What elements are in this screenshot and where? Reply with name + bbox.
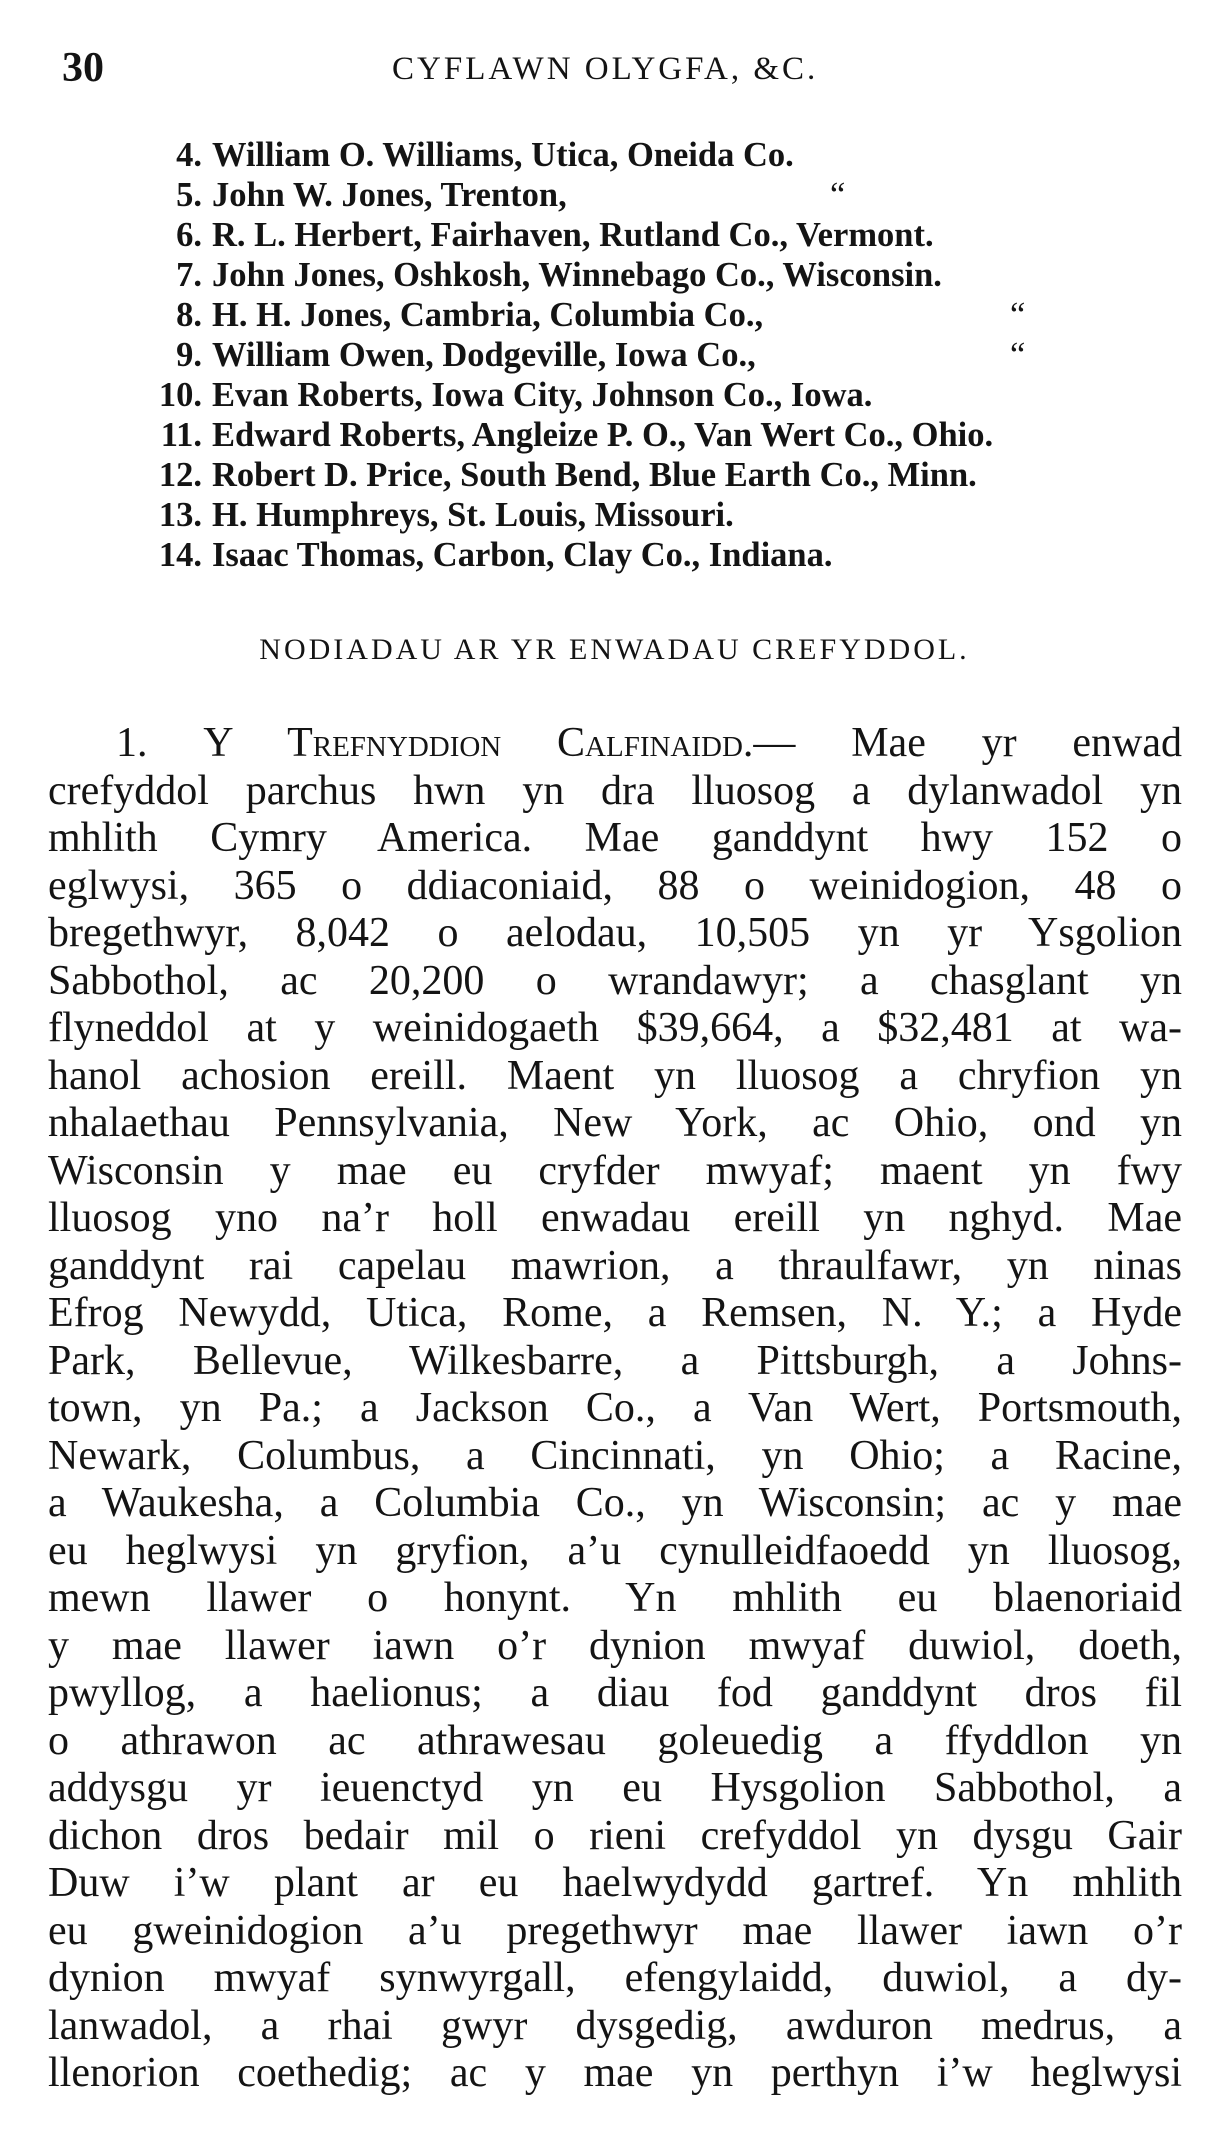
ditto-mark: “ [1010,296,1026,334]
list-item-number: 5. [176,176,202,214]
list-item [140,335,1200,375]
body-line: Newark, Columbus, a Cincinnati, yn Ohio; a Racine, [48,1432,1182,1479]
lead-title: Y Trefnyddion Calfinaidd. [203,720,754,766]
list-item-text: John W. Jones, Trenton, [212,176,567,214]
body-line: nhalaethau Pennsylvania, New York, ac Ohio, ond yn [48,1100,1182,1146]
list-item-number: 14. [158,536,202,574]
ditto-mark: “ [1010,336,1026,374]
body-line: lluosog yno na’r holl enwadau ereill yn nghyd. Mae [48,1195,1182,1241]
body-line: addysgu yr ieuenctyd yn eu Hysgolion Sabbothol, a [48,1765,1182,1811]
list-item [140,375,1200,415]
body-line: eu heglwysi yn gryfion, a’u cynulleidfaoedd yn lluosog, [48,1527,1182,1574]
list-item [140,135,1200,175]
list-item [140,175,1200,215]
list-item-number: 7. [176,256,202,294]
list-item-text: H. H. Jones, Cambria, Columbia Co., [212,296,764,334]
list-item [140,295,1200,335]
body-line: Duw i’w plant ar eu haelwydydd gartref. Yn mhlith [48,1860,1182,1906]
body-line: dichon dros bedair mil o rieni crefyddol yn dysgu Gair [48,1812,1182,1859]
list-item-text: John Jones, Oshkosh, Winnebago Co., Wisconsin. [212,256,942,294]
body-line: y mae llawer iawn o’r dynion mwyaf duwiol, doeth, [48,1622,1182,1669]
list-item-text: William Owen, Dodgeville, Iowa Co., [212,336,756,374]
body-line: Wisconsin y mae eu cryfder mwyaf; maent yn fwy [48,1147,1182,1194]
list-item [140,535,1200,575]
body-paragraph [48,720,1182,2098]
list-item [140,455,1200,495]
list-item-text: William O. Williams, Utica, Oneida Co. [212,136,794,174]
running-head [62,38,1182,98]
lead-number: 1. [116,720,148,766]
body-line [48,720,1182,768]
list-item [140,495,1200,535]
list-item-text: H. Humphreys, St. Louis, Missouri. [212,496,734,534]
body-line: ganddynt rai capelau mawrion, a thraulfawr, yn ninas [48,1242,1182,1289]
body-line: lanwadol, a rhai gwyr dysgedig, awduron medrus, a [48,2002,1182,2049]
body-line: mhlith Cymry America. Mae ganddynt hwy 152 o [48,815,1182,861]
body-line: mewn llawer o honynt. Yn mhlith eu blaenoriaid [48,1575,1182,1621]
body-line: dynion mwyaf synwyrgall, efengylaidd, duwiol, a dy- [48,1955,1182,2001]
body-line: o athrawon ac athrawesau goleuedig a ffyddlon yn [48,1717,1182,1764]
list-item-text: Evan Roberts, Iowa City, Johnson Co., Iowa. [212,376,873,414]
list-item-number: 4. [176,136,202,174]
list-item [140,415,1200,455]
body-line: Park, Bellevue, Wilkesbarre, a Pittsburgh, a Johns- [48,1337,1182,1384]
list-item-number: 12. [158,456,202,494]
body-line: bregethwyr, 8,042 o aelodau, 10,505 yn yr Ysgolion [48,910,1182,956]
body-line: llenorion coethedig; ac y mae yn perthyn i’w heglwysi [48,2050,1182,2096]
body-line: crefyddol parchus hwn yn dra lluosog a dylanwadol yn [48,767,1182,814]
list-item-number: 6. [176,216,202,254]
list-item-number: 13. [158,496,202,534]
body-line: eglwysi, 365 o ddiaconiaid, 88 o weinidogion, 48 o [48,862,1182,909]
list-item-number: 11. [160,416,202,454]
page-number: 30 [62,45,104,91]
list-item [140,215,1200,255]
section-heading: NODIADAU AR YR ENWADAU CREFYDDOL. [259,633,970,666]
list-item-number: 9. [176,336,202,374]
body-line: Sabbothol, ac 20,200 o wrandawyr; a chasglant yn [48,957,1182,1004]
list-item [140,255,1200,295]
list-item-number: 8. [176,296,202,334]
body-line: flyneddol at y weinidogaeth $39,664, a $32,481 at wa- [48,1005,1182,1051]
list-item-text: Robert D. Price, South Bend, Blue Earth Co., Minn. [212,456,977,494]
list-item-text: Isaac Thomas, Carbon, Clay Co., Indiana. [212,536,833,574]
body-line: pwyllog, a haelionus; a diau fod ganddynt dros fil [48,1670,1182,1716]
list-item-number: 10. [158,376,202,414]
body-line: Efrog Newydd, Utica, Rome, a Remsen, N. Y.; a Hyde [48,1290,1182,1336]
body-line: a Waukesha, a Columbia Co., yn Wisconsin; ac y mae [48,1480,1182,1526]
contact-list [140,135,1200,575]
list-item-text: Edward Roberts, Angleize P. O., Van Wert Co., Ohio. [212,416,994,454]
body-line-text: — Mae yr enwad [753,720,1182,766]
list-item-text: R. L. Herbert, Fairhaven, Rutland Co., Vermont. [212,216,934,254]
running-title: CYFLAWN OLYGFA, &C. [392,51,819,87]
body-line: town, yn Pa.; a Jackson Co., a Van Wert, Portsmouth, [48,1385,1182,1431]
ditto-mark: “ [830,176,846,214]
body-line: eu gweinidogion a’u pregethwyr mae llawer iawn o’r [48,1907,1182,1954]
body-line: hanol achosion ereill. Maent yn lluosog a chryfion yn [48,1052,1182,1099]
